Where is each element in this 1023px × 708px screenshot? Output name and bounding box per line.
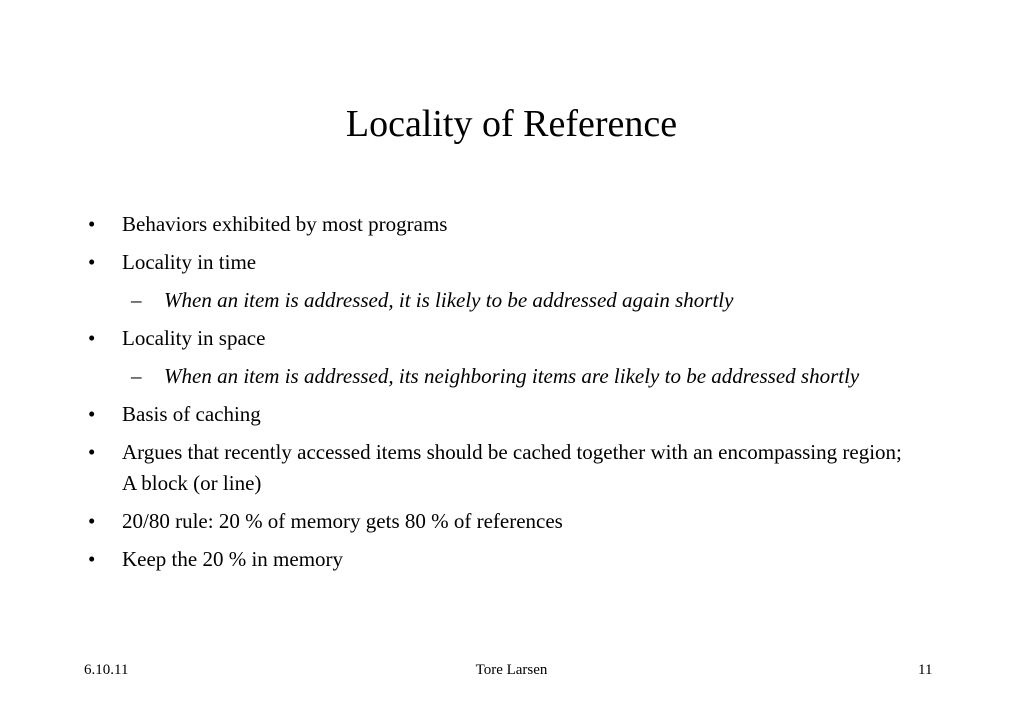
bullet-icon: • [88,326,96,350]
bullet-text: Behaviors exhibited by most programs [122,212,448,236]
sub-bullet-item [88,361,918,392]
bullet-item [88,399,918,430]
bullet-icon: • [88,509,96,533]
sub-bullet-text: When an item is addressed, it is likely to be addressed again shortly [164,288,734,312]
dash-icon: – [131,364,142,388]
bullet-text: 20/80 rule: 20 % of memory gets 80 % of references [122,509,563,533]
bullet-item [88,323,918,354]
bullet-item [88,544,918,575]
footer-author: Tore Larsen [475,662,548,678]
bullet-item [88,437,918,499]
footer-page-number: 11 [918,662,933,678]
sub-bullet-text: When an item is addressed, its neighboring items are likely to be addressed shortly [164,364,860,388]
slide-title: Locality of Reference [345,103,678,145]
bullet-item [88,209,918,240]
footer-date: 6.10.11 [84,662,129,678]
bullet-icon: • [88,440,96,464]
bullet-text: Basis of caching [122,402,261,426]
bullet-item [88,506,918,537]
bullet-text: Locality in time [122,250,257,274]
bullet-icon: • [88,547,96,571]
bullet-icon: • [88,212,96,236]
bullet-list [88,209,918,582]
bullet-item [88,247,918,278]
bullet-text: Keep the 20 % in memory [122,547,344,571]
bullet-text: Argues that recently accessed items should be cached together with an encompassing region; A block (or line) [122,440,902,495]
sub-bullet-item [88,285,918,316]
bullet-icon: • [88,250,96,274]
bullet-icon: • [88,402,96,426]
bullet-text: Locality in space [122,326,266,350]
dash-icon: – [131,288,142,312]
